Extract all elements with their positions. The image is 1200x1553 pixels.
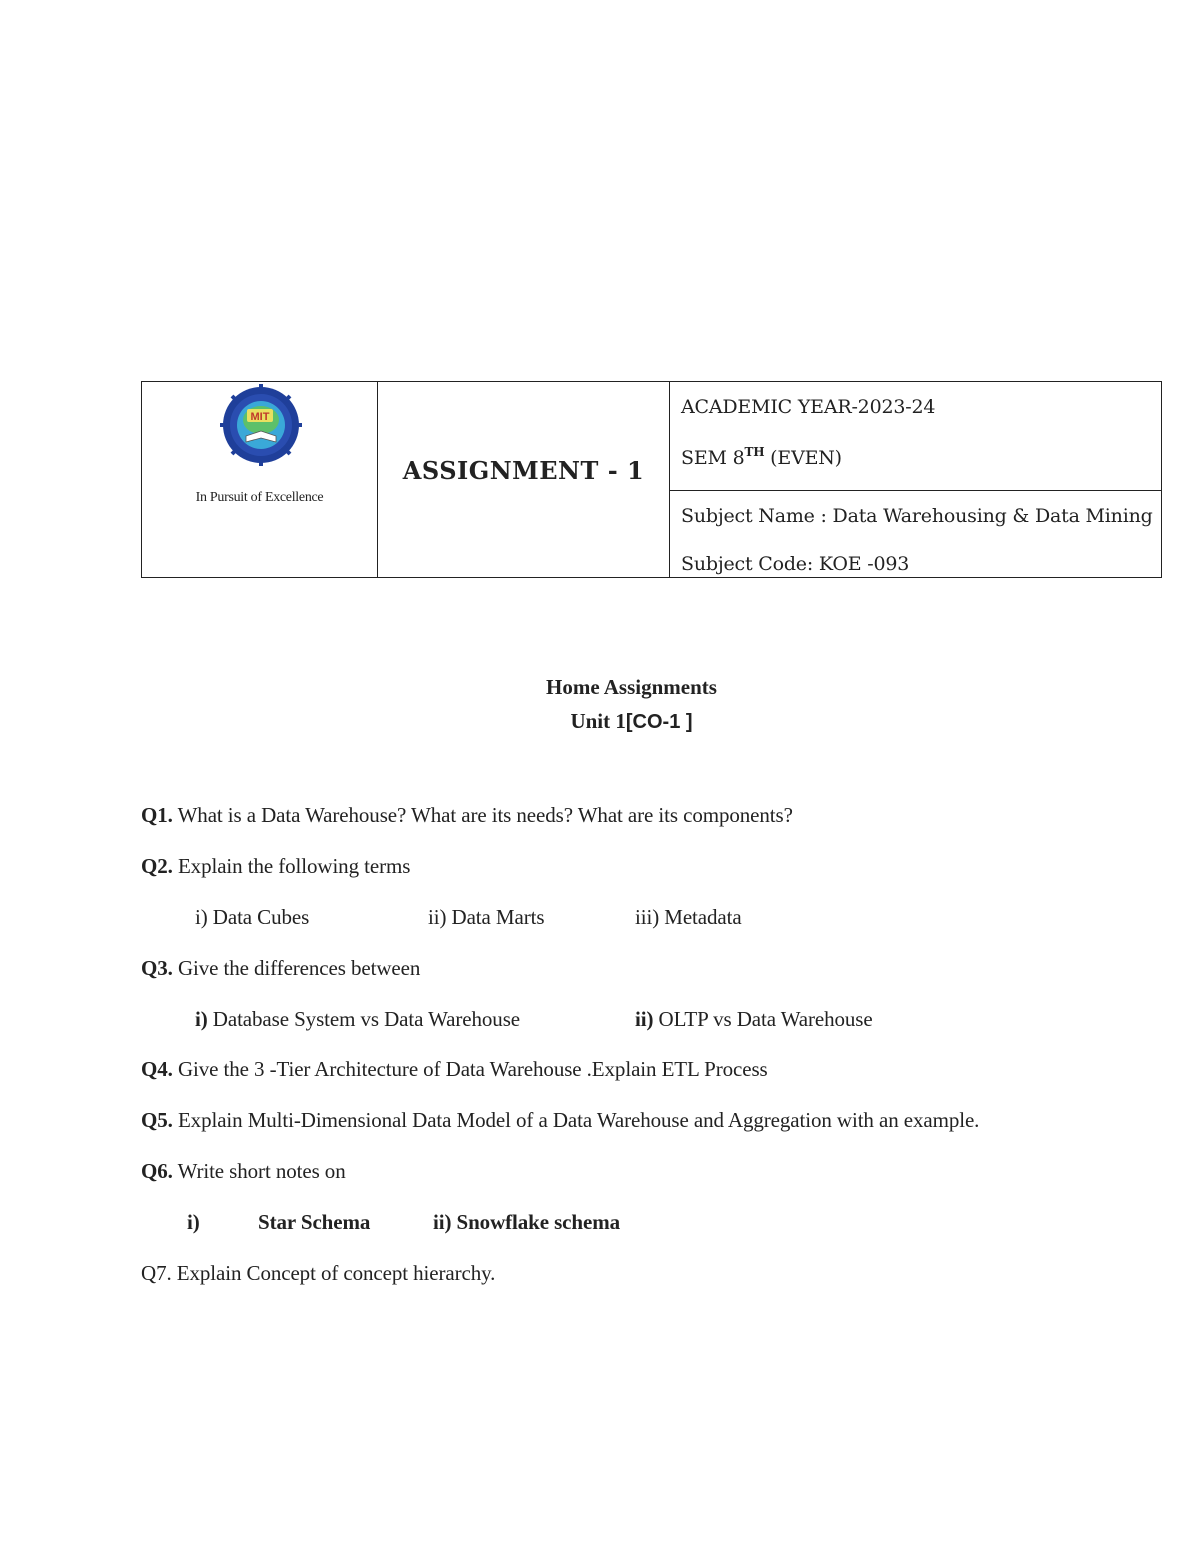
subject-code: Subject Code: KOE -093 (681, 553, 910, 575)
info-bottom (670, 491, 1161, 577)
academic-year: ACADEMIC YEAR-2023-24 (681, 396, 936, 418)
q2-option-1: i) Data Cubes (195, 905, 310, 929)
q6-option-1-num: i) (187, 1210, 200, 1234)
subject-name: Subject Name : Data Warehousing & Data Mining (681, 505, 1153, 527)
q3-option-2: ii) OLTP vs Data Warehouse (635, 1007, 873, 1031)
question-7: Q7. Explain Concept of concept hierarchy. (141, 1261, 496, 1285)
question-6: Q6. Write short notes on (141, 1159, 346, 1183)
q2-option-3: iii) Metadata (635, 905, 742, 929)
logo-cell (142, 382, 378, 577)
svg-text:MIT: MIT (250, 411, 270, 423)
institution-logo (220, 384, 302, 466)
semester: SEM 8TH (EVEN) (681, 445, 842, 469)
question-1: Q1. What is a Data Warehouse? What are its needs? What are its components? (141, 803, 793, 827)
home-assignments-heading: Home Assignments (546, 675, 717, 699)
q6-option-2: ii) Snowflake schema (433, 1210, 621, 1234)
info-top (670, 382, 1161, 491)
unit-heading: Unit 1[CO-1 ] (570, 709, 693, 733)
assignment-title: ASSIGNMENT - 1 (402, 456, 645, 485)
question-2: Q2. Explain the following terms (141, 854, 411, 878)
info-cell (670, 382, 1161, 577)
q6-option-1-text: Star Schema (258, 1210, 371, 1234)
header-table (141, 381, 1162, 578)
motto-text: In Pursuit of Excellence (195, 490, 324, 505)
question-5: Q5. Explain Multi-Dimensional Data Model of a Data Warehouse and Aggregation with an example. (141, 1108, 980, 1132)
question-4: Q4. Give the 3 -Tier Architecture of Data Warehouse .Explain ETL Process (141, 1057, 768, 1081)
question-3: Q3. Give the differences between (141, 956, 421, 980)
title-cell (378, 382, 670, 577)
q3-option-1: i) Database System vs Data Warehouse (195, 1007, 520, 1031)
q2-option-2: ii) Data Marts (428, 905, 545, 929)
